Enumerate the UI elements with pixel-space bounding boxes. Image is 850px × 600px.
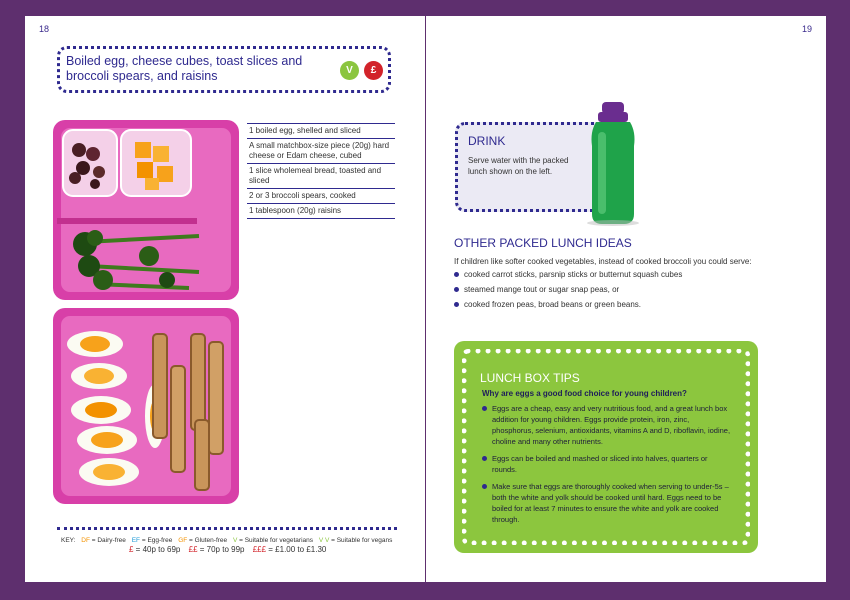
key-df-code: DF bbox=[81, 537, 90, 544]
tips-question: Why are eggs a good food choice for young children? bbox=[482, 389, 687, 398]
page-number: 18 bbox=[39, 24, 50, 34]
right-page bbox=[426, 16, 826, 582]
vegetarian-badge: V bbox=[340, 61, 359, 80]
price-key bbox=[129, 545, 326, 554]
ingredient-item: 1 tablespoon (20g) raisins bbox=[247, 204, 395, 219]
price-1-text: = 40p to 69p bbox=[133, 545, 181, 554]
recipe-title-box bbox=[57, 46, 391, 93]
price-1-code: £ bbox=[129, 545, 134, 554]
key-v-text: = Suitable for vegetarians bbox=[237, 537, 314, 544]
water-bottle-image bbox=[584, 102, 642, 226]
key-ef-code: EF bbox=[131, 537, 141, 544]
ingredient-item: A small matchbox-size piece (20g) hard cheese or Edam cheese, cubed bbox=[247, 139, 395, 164]
key-label: KEY: bbox=[61, 537, 76, 544]
ingredient-item: 2 or 3 broccoli spears, cooked bbox=[247, 189, 395, 204]
ingredient-item: 1 slice wholemeal bread, toasted and sliced bbox=[247, 164, 395, 189]
price-2-text: = 70p to 99p bbox=[197, 545, 245, 554]
left-page bbox=[25, 16, 425, 582]
key-vv-code: V V bbox=[318, 537, 330, 544]
lunchbox-photo bbox=[49, 120, 245, 504]
other-ideas-intro: If children like softer cooked vegetables, instead of cooked broccoli you could serve: bbox=[454, 257, 752, 266]
list-item: cooked frozen peas, broad beans or green beans. bbox=[454, 300, 794, 310]
drink-text: Serve water with the packed lunch shown on the left. bbox=[468, 156, 569, 176]
ingredient-item: 1 boiled egg, shelled and sliced bbox=[247, 123, 395, 139]
drink-box bbox=[455, 122, 599, 212]
list-item: Eggs can be boiled and mashed or sliced into halves, quarters or rounds. bbox=[482, 453, 732, 475]
key-ef-text: = Egg-free bbox=[140, 537, 173, 544]
key-gf-text: = Gluten-free bbox=[187, 537, 228, 544]
key-v-code: V bbox=[232, 537, 238, 544]
key-vv-text: = Suitable for vegans bbox=[329, 537, 393, 544]
other-ideas-title: OTHER PACKED LUNCH IDEAS bbox=[454, 236, 632, 250]
tips-list bbox=[482, 403, 732, 531]
list-item: Eggs are a cheap, easy and very nutritious food, and a great lunch box addition for young children. Eggs provide protein, iron, zinc, phosphorus, selenium, antioxidants, vitamins A and D, riboflavin, iodine, choline and many other nutrients. bbox=[482, 403, 732, 447]
other-ideas-list bbox=[454, 270, 794, 315]
price-3-code: £££ bbox=[252, 545, 267, 554]
key-df-text: = Dairy-free bbox=[89, 537, 126, 544]
list-item: cooked carrot sticks, parsnip sticks or butternut squash cubes bbox=[454, 270, 794, 280]
price-2-code: ££ bbox=[188, 545, 198, 554]
price-badge: £ bbox=[364, 61, 383, 80]
list-item: Make sure that eggs are thoroughly cooked when serving to under-5s – both the white and yolk should be cooked until hard. Eggs need to be boiled for at least 7 minutes to ensure the white and yolk are cooked through. bbox=[482, 481, 732, 525]
price-3-text: = £1.00 to £1.30 bbox=[266, 545, 327, 554]
ingredients-list bbox=[247, 123, 395, 219]
key-gf-code: GF bbox=[178, 537, 188, 544]
recipe-title: Boiled egg, cheese cubes, toast slices and broccoli spears, and raisins bbox=[66, 54, 303, 83]
page-number: 19 bbox=[801, 24, 812, 34]
key-legend bbox=[61, 537, 392, 544]
tips-title: LUNCH BOX TIPS bbox=[480, 371, 580, 385]
key-divider bbox=[57, 527, 397, 530]
lunch-box-tips-box bbox=[454, 341, 758, 553]
list-item: steamed mange tout or sugar snap peas, or bbox=[454, 285, 794, 295]
drink-title: DRINK bbox=[468, 134, 506, 148]
